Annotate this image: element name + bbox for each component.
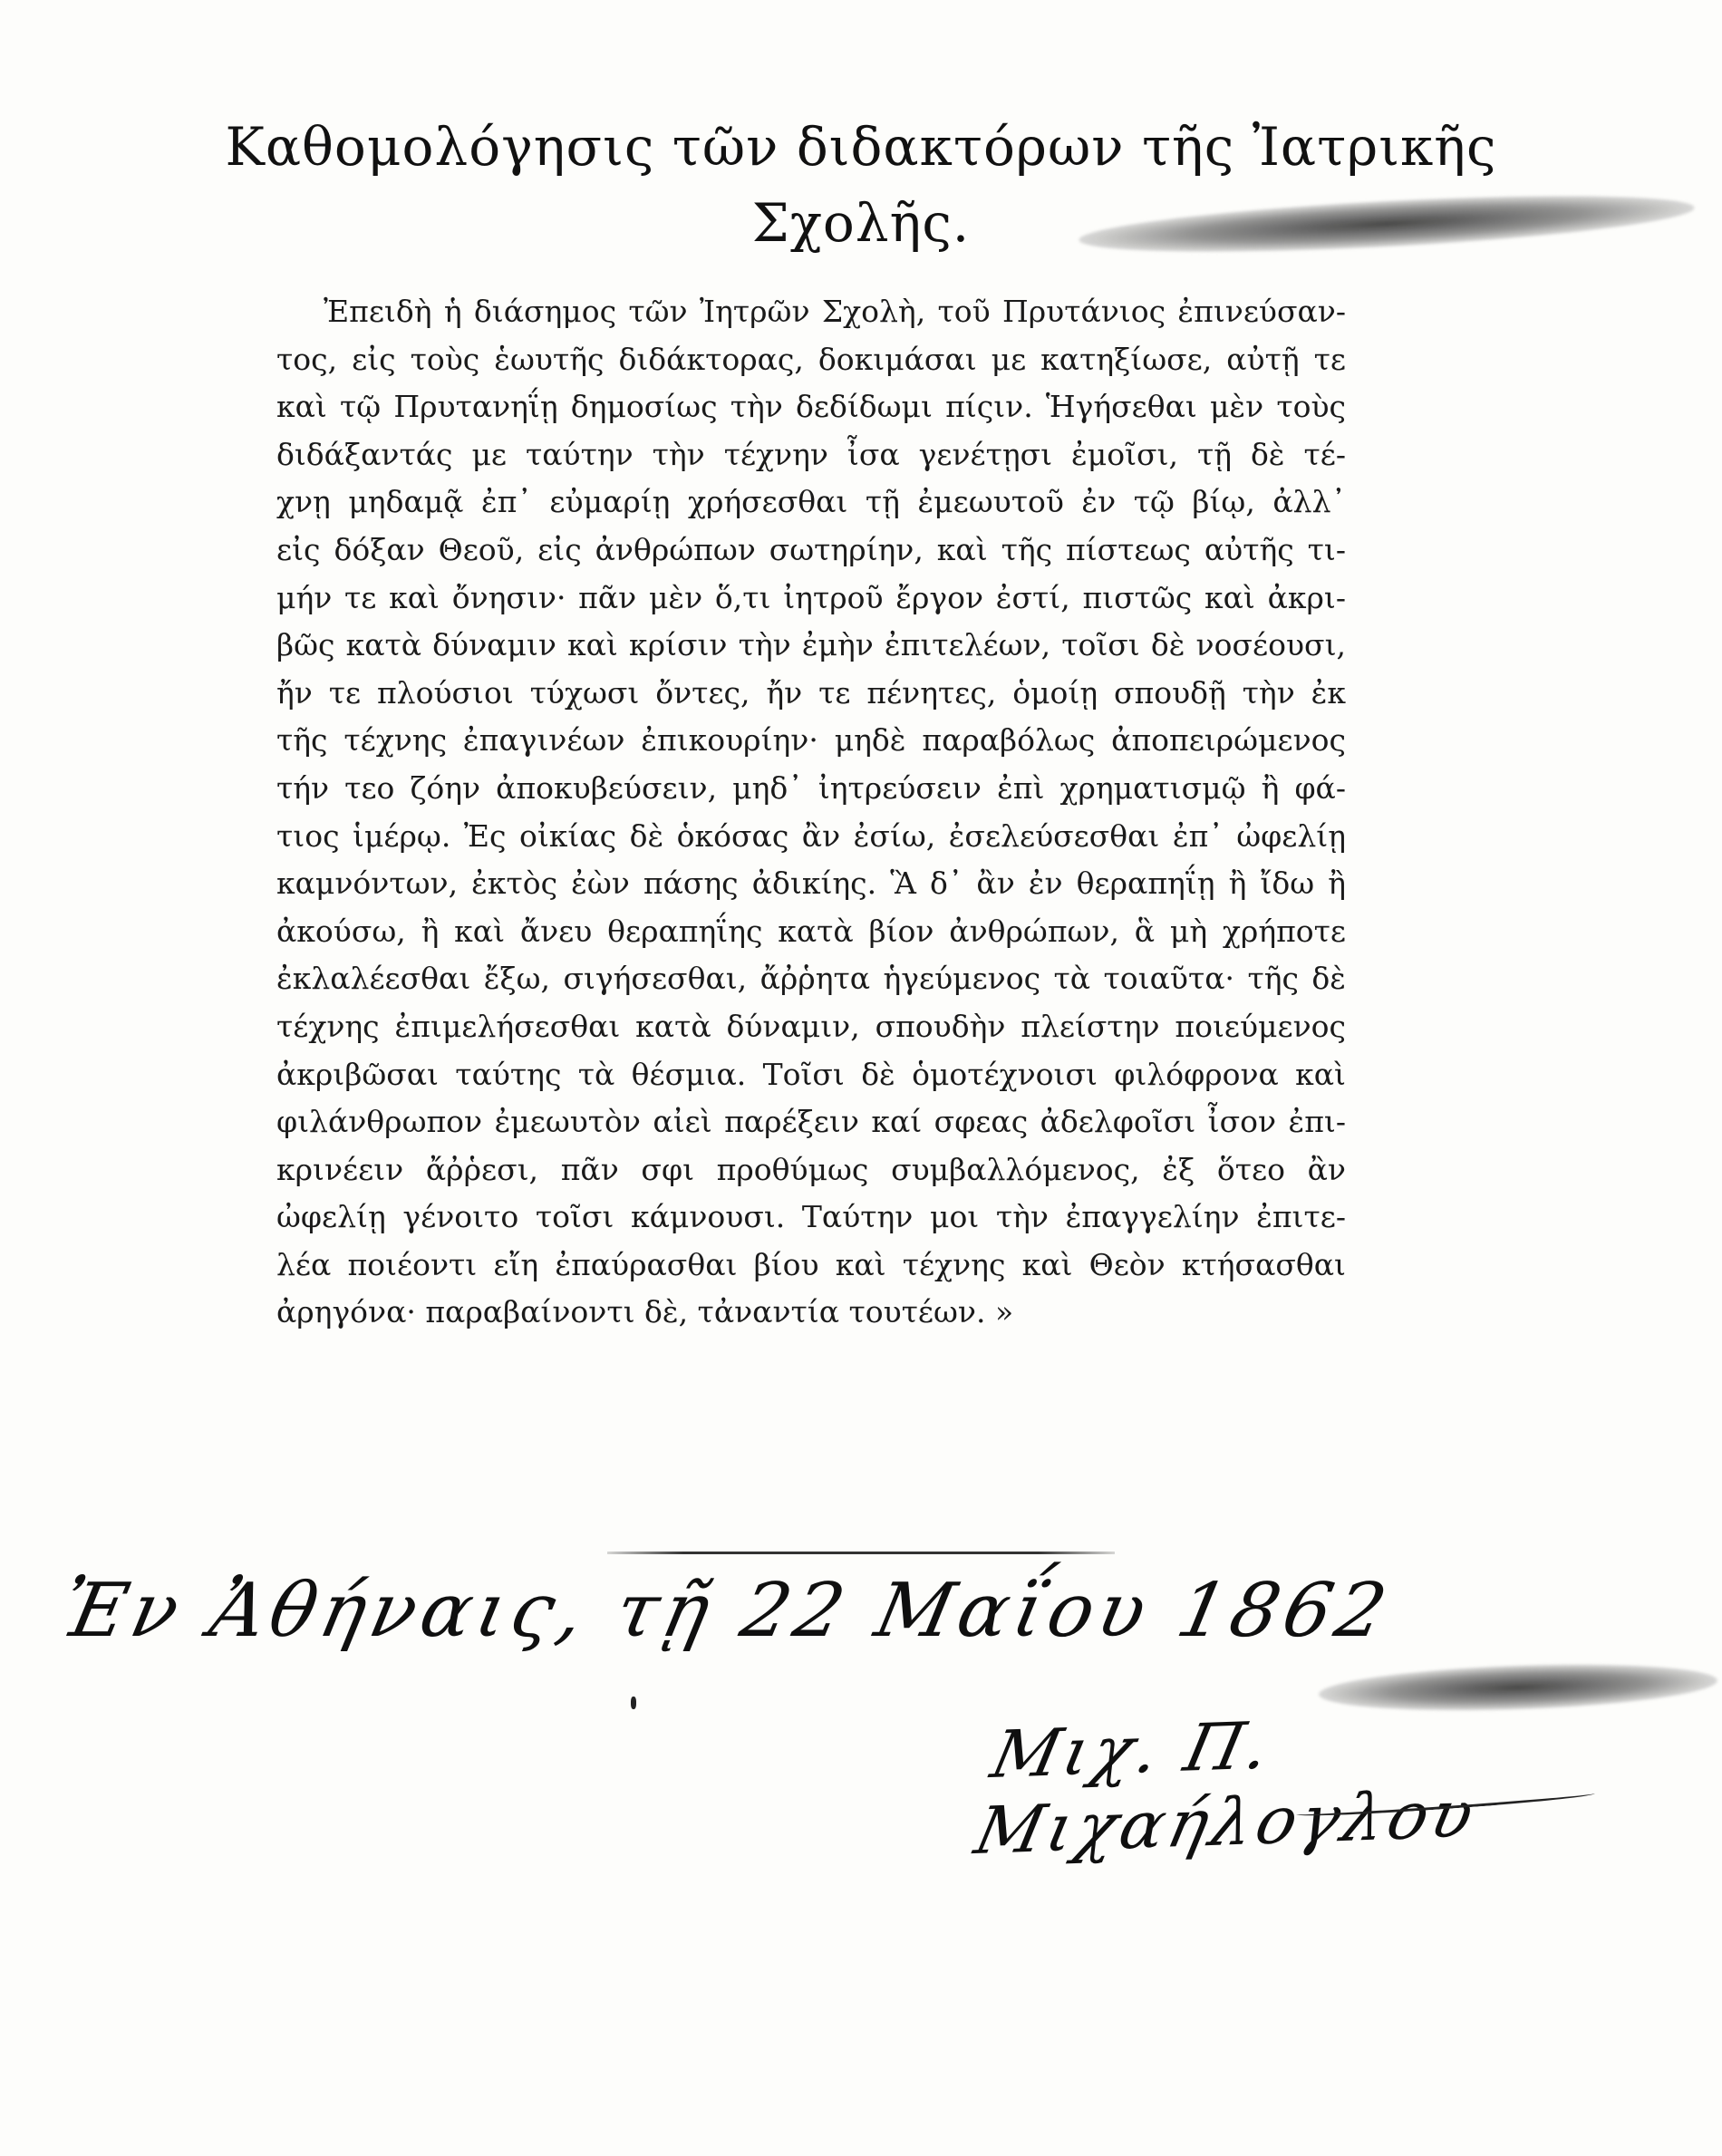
signature: Μιχ. Π. Μιχαήλογλου (968, 1706, 1485, 1870)
body-line: διδάξαντάς με ταύτην τὴν τέχνην ἶσα γενέτῃσι ἐμοῖσι, τῇ δὲ τέ- (276, 436, 1346, 472)
document-title-line-1: Καθομολόγησις τῶν διδακτόρων τῆς Ἰατρικῆς (225, 116, 1497, 178)
body-line: μήν τε καὶ ὄνησιν· πᾶν μὲν ὅ,τι ἰητροῦ ἔργον ἐστί, πιστῶς καὶ ἀκρι- (276, 579, 1346, 615)
body-line: λέα ποιέοντι εἴη ἐπαύρασθαι βίου καὶ τέχνης καὶ Θεὸν κτήσασθαι (276, 1246, 1346, 1282)
handwritten-date: Ἐν Ἀθήναις, τῇ 22 Μαΐου 1862 (53, 1568, 1399, 1654)
body-line: τῆς τέχνης ἐπαγινέων ἐπικουρίην· μηδὲ παραβόλως ἀποπειρώμενος (276, 722, 1346, 759)
body-line: χνῃ μηδαμᾷ ἐπ᾽ εὐμαρίῃ χρήσεσθαι τῇ ἐμεωυτοῦ ἐν τῷ βίῳ, ἀλλ᾽ (276, 484, 1346, 520)
oath-body (276, 288, 1346, 1337)
body-line: τος, εἰς τοὺς ἑωυτῆς διδάκτορας, δοκιμάσαι με κατηξίωσε, αὐτῇ τε (276, 341, 1346, 377)
body-line: τέχνης ἐπιμελήσεσθαι κατὰ δύναμιν, σπουδὴν πλείστην ποιεύμενος (276, 1008, 1346, 1044)
body-line: εἰς δόξαν Θεοῦ, εἰς ἀνθρώπων σωτηρίην, καὶ τῆς πίστεως αὐτῆς τι- (276, 531, 1346, 567)
body-line: ἀρηγόνα· παραβαίνοντι δὲ, τἀναντία τουτέων. » (276, 1294, 1014, 1330)
body-line: κρινέειν ἄῤῥεσι, πᾶν σφι προθύμως συμβαλλόμενος, ἐξ ὅτεο ἂν (276, 1151, 1346, 1187)
body-line: καὶ τῷ Πρυτανηΐῃ δημοσίως τὴν δεδίδωμι πίςιν. Ἡγήσεθαι μὲν τοὺς (276, 389, 1346, 425)
ink-mark (631, 1697, 636, 1709)
body-line: τιος ἱμέρῳ. Ἐς οἰκίας δὲ ὁκόσας ἂν ἐσίω, ἐσελεύσεσθαι ἐπ᾽ ὠφελίῃ (276, 817, 1346, 854)
body-line: τήν τεο ζόην ἀποκυβεύσειν, μηδ᾽ ἰητρεύσειν ἐπὶ χρηματισμῷ ἢ φά- (276, 769, 1346, 806)
body-line: ἀκριβῶσαι ταύτης τὰ θέσμια. Τοῖσι δὲ ὁμοτέχνοισι φιλόφρονα καὶ (276, 1056, 1346, 1092)
body-line: Ἐπειδὴ ἡ διάσημος τῶν Ἰητρῶν Σχολὴ, τοῦ Πρυτάνιος ἐπινεύσαν- (324, 294, 1346, 329)
body-line: ἀκούσω, ἢ καὶ ἄνευ θεραπηΐης κατὰ βίον ἀνθρώπων, ἃ μὴ χρήποτε (276, 913, 1346, 949)
body-line: ἐκλαλέεσθαι ἔξω, σιγήσεσθαι, ἄῤῥητα ἡγεύμενος τὰ τοιαῦτα· τῆς δὲ (276, 961, 1346, 997)
separator-rule (607, 1552, 1115, 1554)
document-title-line-2: Σχολῆς. (751, 192, 971, 254)
body-line: καμνόντων, ἐκτὸς ἐὼν πάσης ἀδικίης. Ἃ δ᾽ ἂν ἐν θεραπηΐῃ ἢ ἴδω ἢ (276, 865, 1346, 902)
body-line: βῶς κατὰ δύναμιν καὶ κρίσιν τὴν ἐμὴν ἐπιτελέων, τοῖσι δὲ νοσέουσι, (276, 627, 1346, 663)
body-line: ὠφελίῃ γένοιτο τοῖσι κάμνουσι. Ταύτην μοι τὴν ἐπαγγελίην ἐπιτε- (276, 1199, 1346, 1235)
body-line: ἤν τε πλούσιοι τύχωσι ὄντες, ἤν τε πένητες, ὁμοίῃ σπουδῇ τὴν ἐκ (276, 674, 1346, 711)
body-line: φιλάνθρωπον ἐμεωυτὸν αἰεὶ παρέξειν καί σφεας ἀδελφοῖσι ἶσον ἐπι- (276, 1104, 1346, 1140)
